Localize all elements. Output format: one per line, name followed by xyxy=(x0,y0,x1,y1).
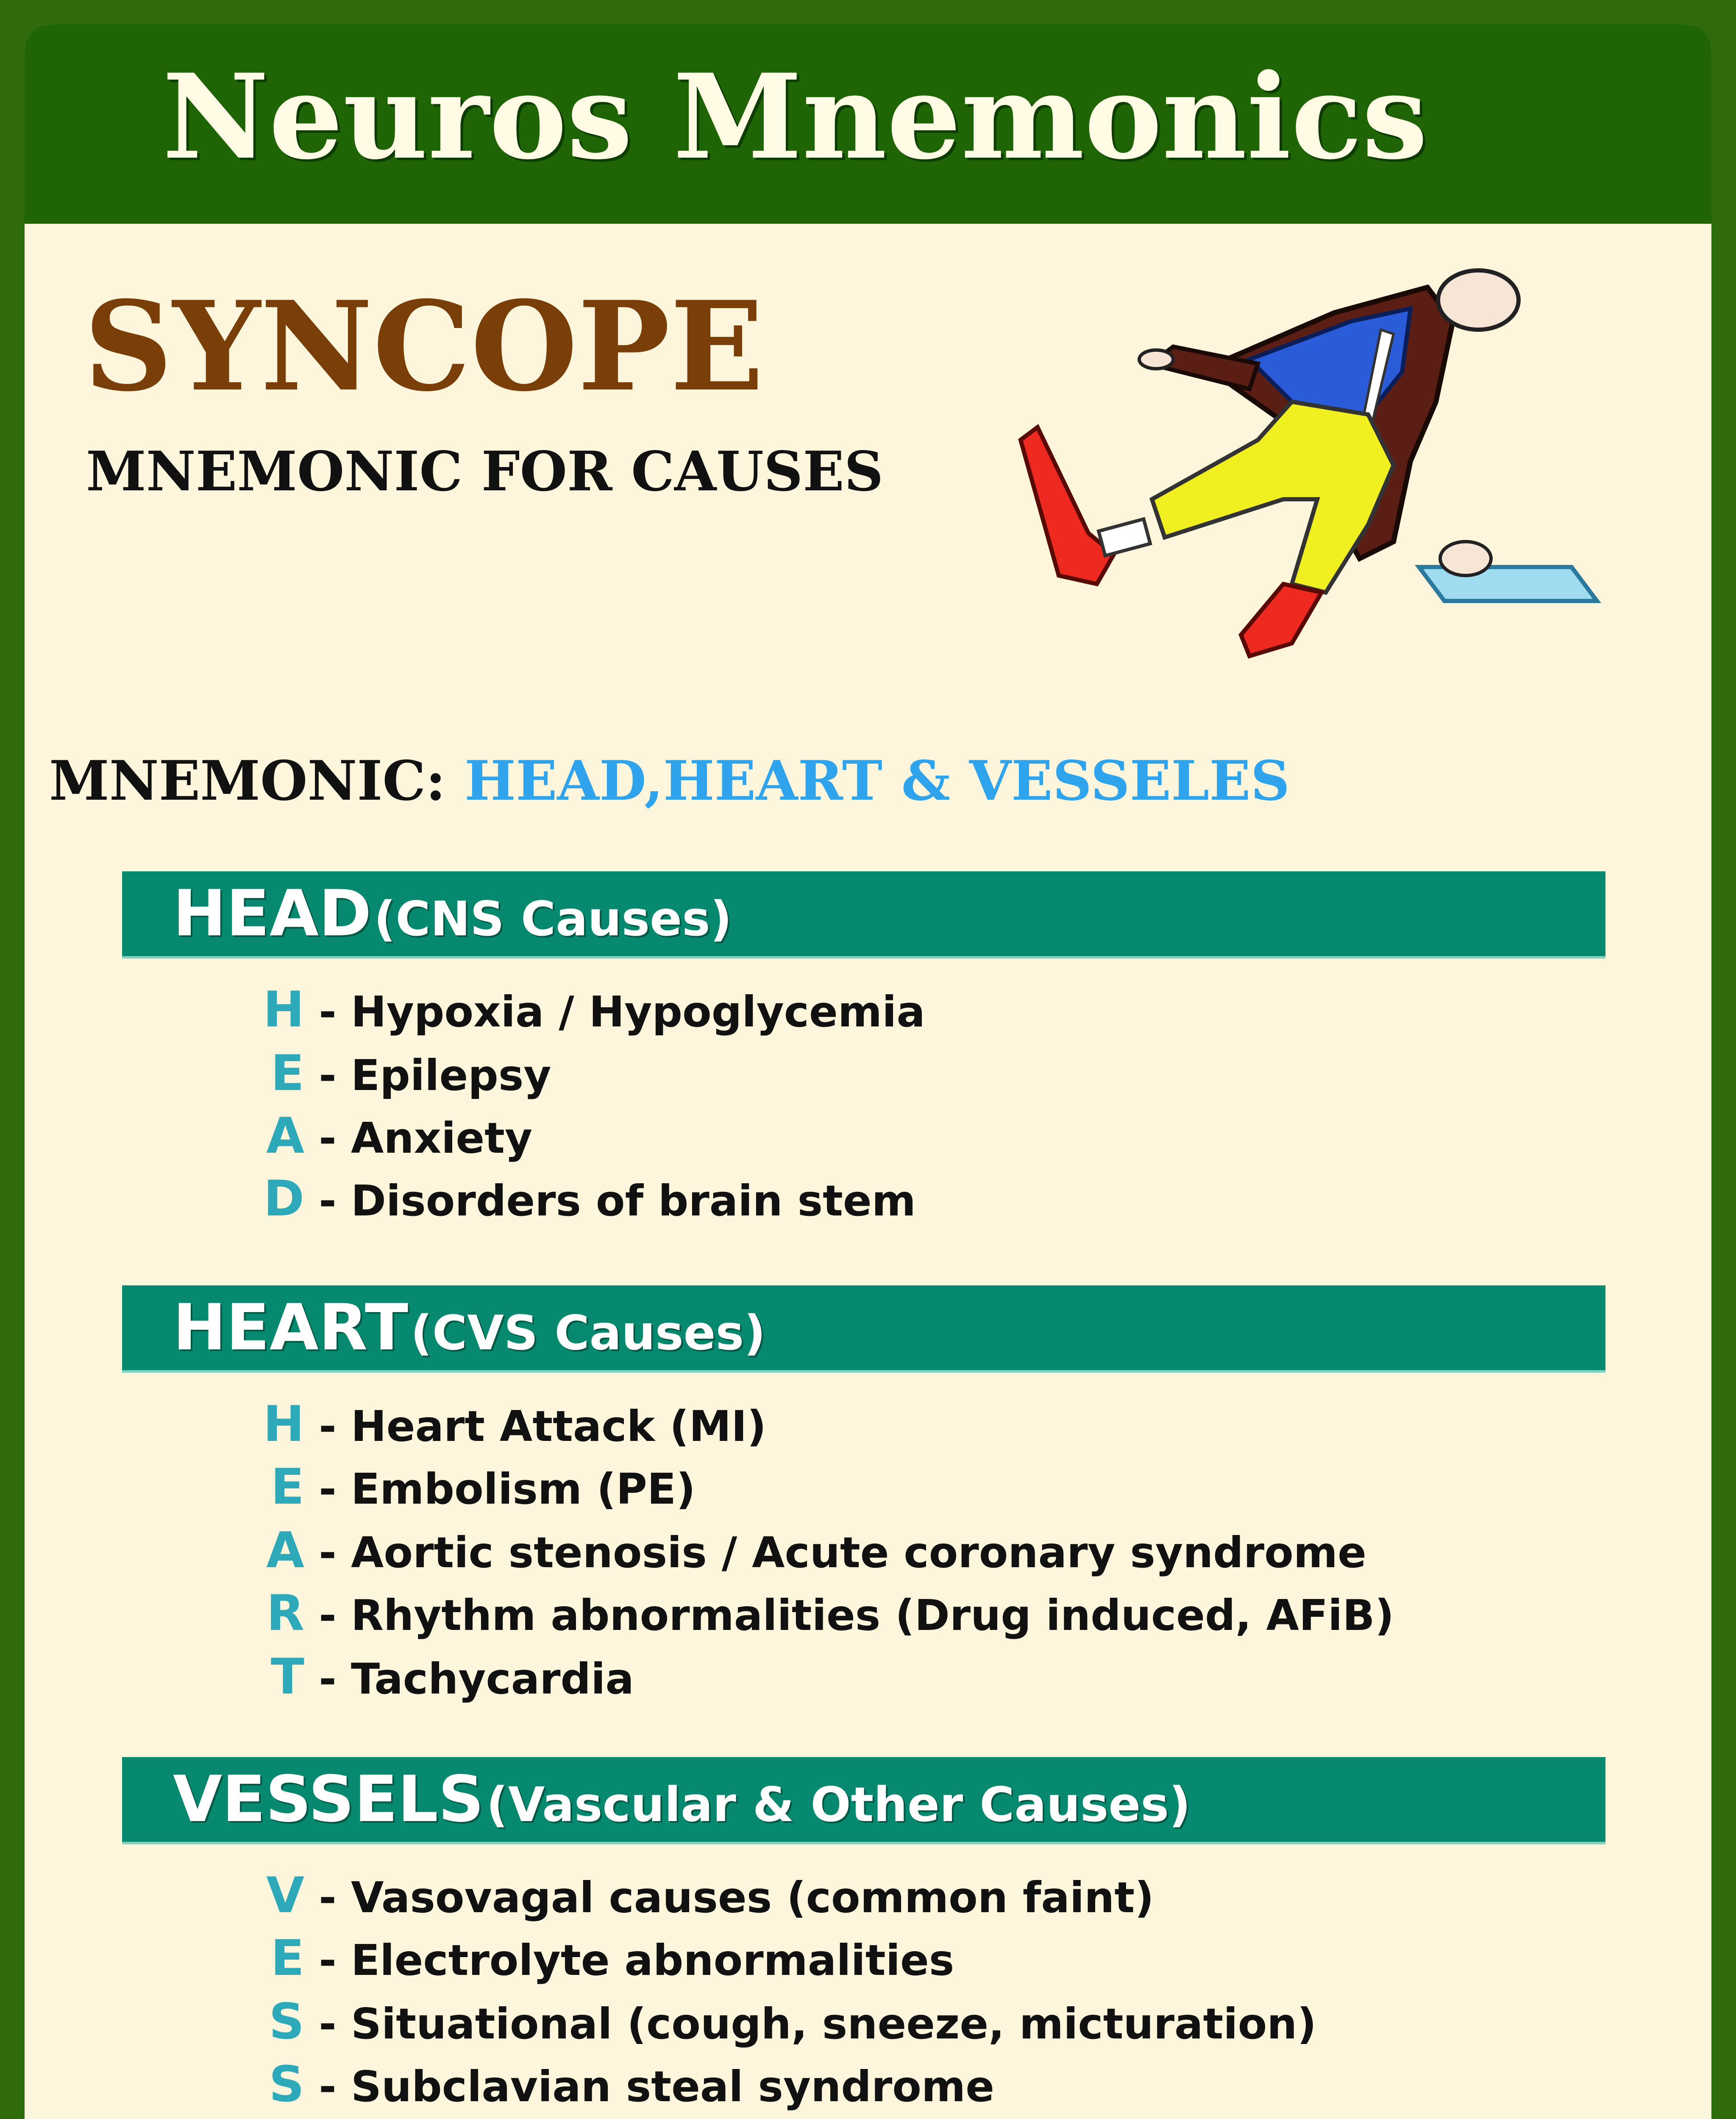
list-item xyxy=(245,1167,916,1231)
page-title: Neuros Mnemonics xyxy=(162,48,1428,185)
item-letter: S xyxy=(269,1993,304,2050)
item-letter: V xyxy=(266,1867,304,1924)
list-item xyxy=(245,1455,696,1519)
item-text: Subclavian steal syndrome xyxy=(351,2062,995,2111)
section-heading: HEART xyxy=(173,1291,409,1365)
list-item xyxy=(245,1393,766,1456)
item-text: Tachycardia xyxy=(351,1654,634,1704)
section-heading: HEAD xyxy=(173,877,372,951)
item-letter: H xyxy=(263,981,304,1038)
item-letter: E xyxy=(270,1045,304,1102)
item-separator: - xyxy=(319,1402,337,1451)
list-item xyxy=(245,1042,551,1105)
item-separator: - xyxy=(319,1528,337,1577)
list-item xyxy=(245,1645,634,1709)
fainting-person-icon xyxy=(987,262,1656,681)
item-separator: - xyxy=(319,1591,337,1640)
topic-title: SYNCOPE xyxy=(84,275,764,419)
item-separator: - xyxy=(319,1051,337,1100)
list-item xyxy=(245,1104,532,1168)
list-item xyxy=(245,1582,1394,1645)
item-letter xyxy=(245,2116,304,2119)
item-text: Heart Attack (MI) xyxy=(351,1402,767,1451)
section-heart-title xyxy=(173,1293,765,1368)
mnemonic-value: HEAD,HEART & VESSELES xyxy=(465,749,1290,813)
item-text: Situational (cough, sneeze, micturation) xyxy=(351,1999,1317,2049)
item-letter: R xyxy=(266,1585,304,1642)
list-item xyxy=(245,2053,994,2116)
item-text: Hypoxia / Hypoglycemia xyxy=(351,987,925,1037)
section-heart-band xyxy=(122,1285,1605,1370)
item-letter: A xyxy=(266,1107,304,1165)
list-item xyxy=(245,1519,1366,1582)
item-text: Embolism (PE) xyxy=(351,1464,696,1514)
item-text: Rhythm abnormalities (Drug induced, AFiB) xyxy=(351,1591,1394,1640)
section-vessels-band xyxy=(122,1757,1605,1842)
item-letter: A xyxy=(266,1522,304,1579)
section-head-band xyxy=(122,871,1605,956)
item-separator: - xyxy=(319,1654,337,1704)
list-item xyxy=(245,1990,1316,2054)
item-separator: - xyxy=(319,1999,337,2049)
header-band xyxy=(25,25,1711,224)
item-separator: - xyxy=(319,1176,337,1226)
topic-subtitle: MNEMONIC FOR CAUSES xyxy=(86,440,884,503)
section-subheading: (CNS Causes) xyxy=(374,892,732,947)
mnemonic-label: MNEMONIC: xyxy=(49,749,446,813)
item-separator: - xyxy=(319,1464,337,1514)
item-text: Vasovagal causes (common faint) xyxy=(351,1873,1154,1922)
section-head-title xyxy=(173,879,732,954)
item-letter: D xyxy=(263,1170,304,1227)
item-text: Epilepsy xyxy=(351,1051,551,1100)
item-separator: - xyxy=(319,2062,337,2111)
item-separator: - xyxy=(319,1935,337,1985)
item-separator: - xyxy=(319,1113,337,1163)
item-separator: - xyxy=(319,1873,337,1922)
section-subheading: (Vascular & Other Causes) xyxy=(486,1777,1191,1833)
item-text: Electrolyte abnormalities xyxy=(351,1935,954,1985)
item-letter: H xyxy=(263,1396,304,1453)
item-letter: E xyxy=(270,1930,304,1987)
item-letter: S xyxy=(269,2056,304,2113)
mnemonic-card xyxy=(25,25,1711,2119)
item-text: Disorders of brain stem xyxy=(351,1176,916,1226)
list-item xyxy=(245,1927,954,1990)
section-heading: VESSELS xyxy=(173,1763,484,1836)
section-subheading: (CVS Causes) xyxy=(410,1306,766,1361)
item-text: Aortic stenosis / Acute coronary syndrome xyxy=(351,1528,1366,1577)
mnemonic-line xyxy=(49,745,1290,817)
item-letter: E xyxy=(270,1458,304,1516)
list-item xyxy=(245,2116,1338,2119)
item-text: Anxiety xyxy=(351,1113,533,1163)
item-letter: T xyxy=(270,1648,304,1705)
section-vessels-title xyxy=(173,1765,1191,1840)
list-item xyxy=(245,1864,1154,1927)
item-separator: - xyxy=(319,987,337,1037)
list-item xyxy=(245,978,925,1042)
